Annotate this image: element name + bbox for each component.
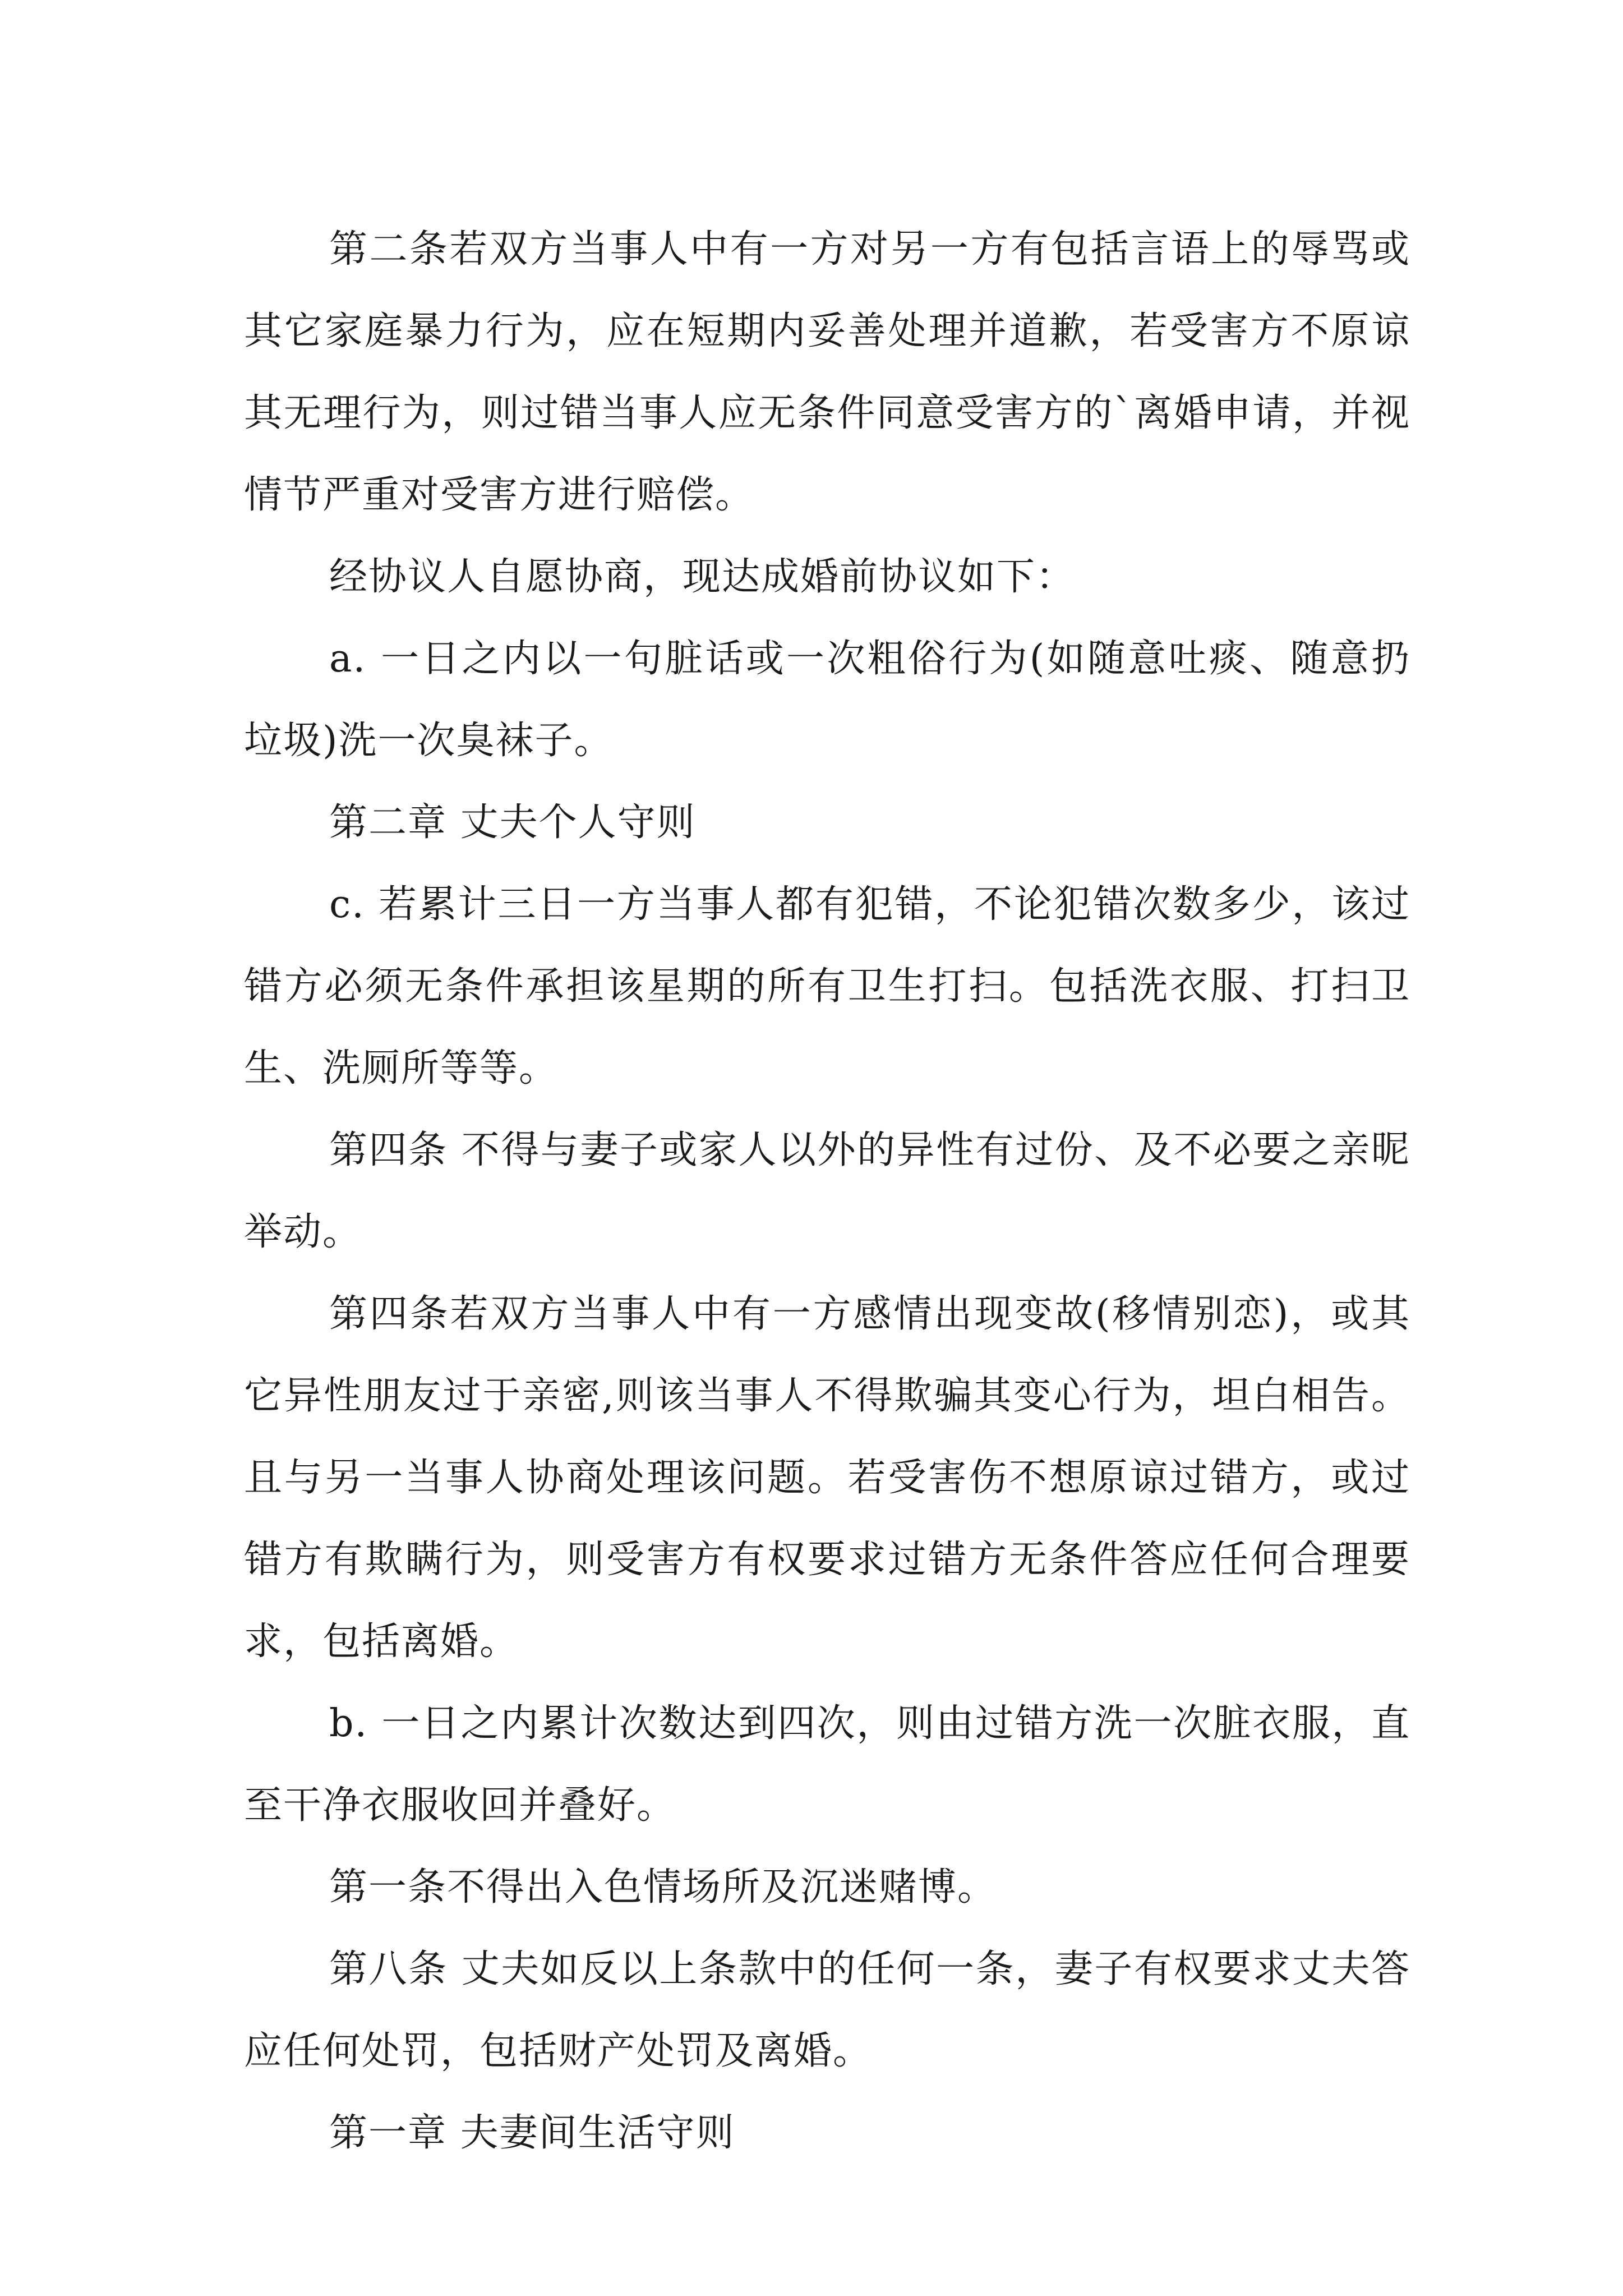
paragraph-article-4-conduct: 第四条 不得与妻子或家人以外的异性有过份、及不必要之亲昵举动。 [244,1128,1410,1254]
document-body [244,209,1410,2174]
paragraph-agreement-intro: 经协议人自愿协商，现达成婚前协议如下： [329,555,1076,599]
chapter-2-heading: 第二章 丈夫个人守则 [329,800,696,845]
paragraph-article-4-affection: 第四条若双方当事人中有一方感情出现变故(移情别恋)，或其它异性朋友过于亲密,则该当事人不得欺骗其变心行为，坦白相告。且与另一当事人协商处理该问题。若受害伤不想原谅过错方，或过错方有欺瞒行为，则受害方有权要求过错方无条件答应任何合理要求，包括离婚。 [244,1292,1410,1664]
paragraph-item-c: c. 若累计三日一方当事人都有犯错，不论犯错次数多少，该过错方必须无条件承担该星期的所有卫生打扫。包括洗衣服、打扫卫生、洗厕所等等。 [244,882,1410,1091]
paragraph-article-1: 第一条不得出入色情场所及沉迷赌博。 [329,1865,997,1910]
paragraph-article-8: 第八条 丈夫如反以上条款中的任何一条，妻子有权要求丈夫答应任何处罚，包括财产处罚及离婚。 [244,1947,1410,2073]
chapter-1-heading: 第一章 夫妻间生活守则 [329,2111,735,2155]
paragraph-item-a: a. 一日之内以一句脏话或一次粗俗行为(如随意吐痰、随意扔垃圾)洗一次臭袜子。 [244,637,1410,763]
paragraph-item-b: b. 一日之内累计次数达到四次，则由过错方洗一次脏衣服，直至干净衣服收回并叠好。 [244,1701,1410,1828]
paragraph-article-2-violence: 第二条若双方当事人中有一方对另一方有包括言语上的辱骂或其它家庭暴力行为，应在短期内妥善处理并道歉，若受害方不原谅其无理行为，则过错当事人应无条件同意受害方的`离婚申请，并视情节严重对受害方进行赔偿。 [244,227,1410,517]
